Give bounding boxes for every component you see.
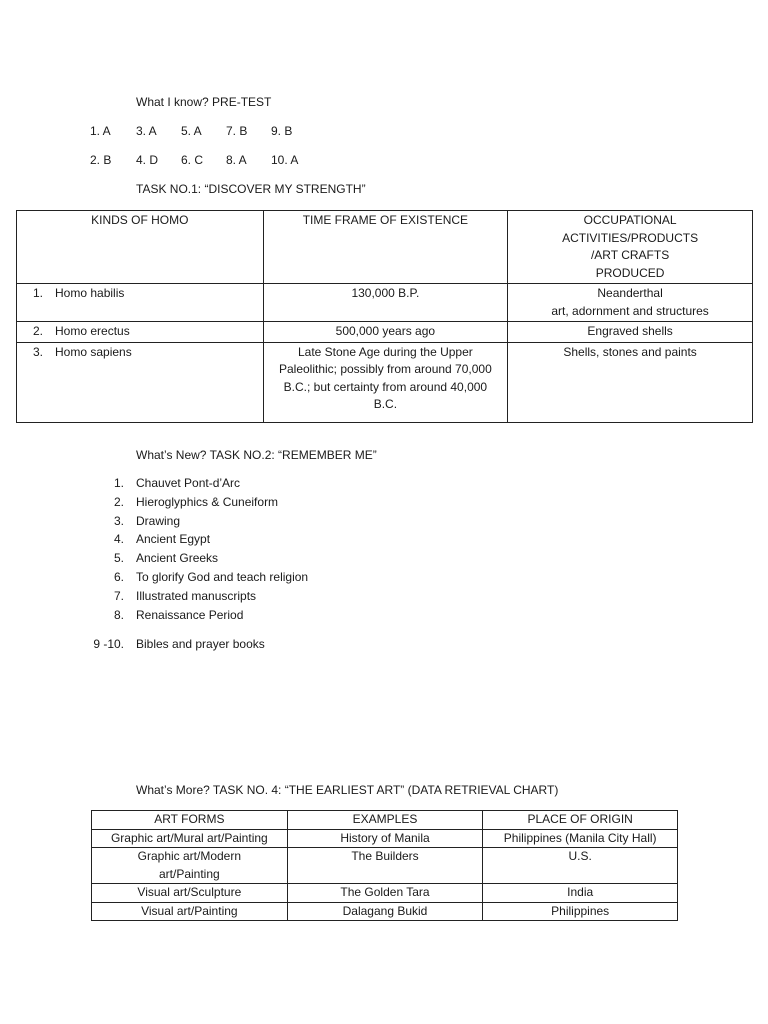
table-row <box>17 342 753 422</box>
header-occupational: OCCUPATIONAL ACTIVITIES/PRODUCTS /ART CRAFTS PRODUCED <box>508 211 753 284</box>
cell-art-form: Graphic art/Modern art/Painting <box>92 848 288 884</box>
cell-activity: Engraved shells <box>508 322 753 343</box>
cell-time: Late Stone Age during the Upper Paleolithic; possibly from around 70,000 B.C.; but certainty from around 40,000 B.C. <box>263 342 508 422</box>
cell-example: History of Manila <box>287 829 483 848</box>
task2-heading: What’s New? TASK NO.2: “REMEMBER ME” <box>136 448 377 462</box>
task4-heading: What’s More? TASK NO. 4: “THE EARLIEST ART” (DATA RETRIEVAL CHART) <box>136 783 559 797</box>
header-time-frame: TIME FRAME OF EXISTENCE <box>263 211 508 284</box>
list-item-9-10: 9 -10. Bibles and prayer books <box>93 637 265 651</box>
answer: 2. B <box>90 153 112 167</box>
table-header-row <box>92 811 678 830</box>
cell-kind: 1. Homo habilis <box>17 284 264 322</box>
answer: 10. A <box>271 153 299 167</box>
remember-me-list <box>90 475 308 625</box>
table-row <box>17 284 753 322</box>
cell-kind: 2. Homo erectus <box>17 322 264 343</box>
list-item: 8. Renaissance Period <box>113 607 244 622</box>
answer: 4. D <box>136 153 159 167</box>
cell-art-form: Visual art/Painting <box>92 902 288 921</box>
homo-table <box>16 210 753 423</box>
data-retrieval-chart <box>91 810 678 921</box>
table-header-row <box>17 211 753 284</box>
task1-heading: TASK NO.1: “DISCOVER MY STRENGTH” <box>136 182 366 196</box>
list-item: 6. To glorify God and teach religion <box>113 569 309 584</box>
table-row <box>92 884 678 903</box>
table-row <box>92 848 678 884</box>
cell-art-form: Graphic art/Mural art/Painting <box>92 829 288 848</box>
answer: 9. B <box>271 124 293 138</box>
cell-origin: India <box>483 884 678 903</box>
cell-time: 130,000 B.P. <box>263 284 508 322</box>
answer: 6. C <box>181 153 204 167</box>
cell-activity: Shells, stones and paints <box>508 342 753 422</box>
cell-example: The Builders <box>287 848 483 884</box>
list-item: 5. Ancient Greeks <box>113 551 219 566</box>
answer: 5. A <box>181 124 202 138</box>
cell-example: The Golden Tara <box>287 884 483 903</box>
pretest-heading: What I know? PRE-TEST <box>136 95 272 109</box>
cell-origin: Philippines (Manila City Hall) <box>483 829 678 848</box>
list-item: 1. Chauvet Pont-d’Arc <box>113 476 241 490</box>
table-row <box>17 322 753 343</box>
cell-origin: Philippines <box>483 902 678 921</box>
table-row <box>92 902 678 921</box>
cell-art-form: Visual art/Sculpture <box>92 884 288 903</box>
header-art-forms: ART FORMS <box>92 811 288 830</box>
answer: 1. A <box>90 124 111 138</box>
header-place-of-origin: PLACE OF ORIGIN <box>483 811 678 830</box>
list-item: 7. Illustrated manuscripts <box>113 588 257 603</box>
cell-example: Dalagang Bukid <box>287 902 483 921</box>
cell-time: 500,000 years ago <box>263 322 508 343</box>
cell-kind: 3. Homo sapiens <box>17 342 264 422</box>
table-row <box>92 829 678 848</box>
list-item: 4. Ancient Egypt <box>113 532 211 547</box>
cell-origin: U.S. <box>483 848 678 884</box>
answer: 8. A <box>226 153 247 167</box>
header-kinds-of-homo: KINDS OF HOMO <box>17 211 264 284</box>
header-examples: EXAMPLES <box>287 811 483 830</box>
answer: 7. B <box>226 124 248 138</box>
answer: 3. A <box>136 124 157 138</box>
list-item: 3. Drawing <box>113 513 181 528</box>
list-item: 2. Hieroglyphics & Cuneiform <box>113 494 279 509</box>
cell-activity: Neanderthal art, adornment and structures <box>508 284 753 322</box>
